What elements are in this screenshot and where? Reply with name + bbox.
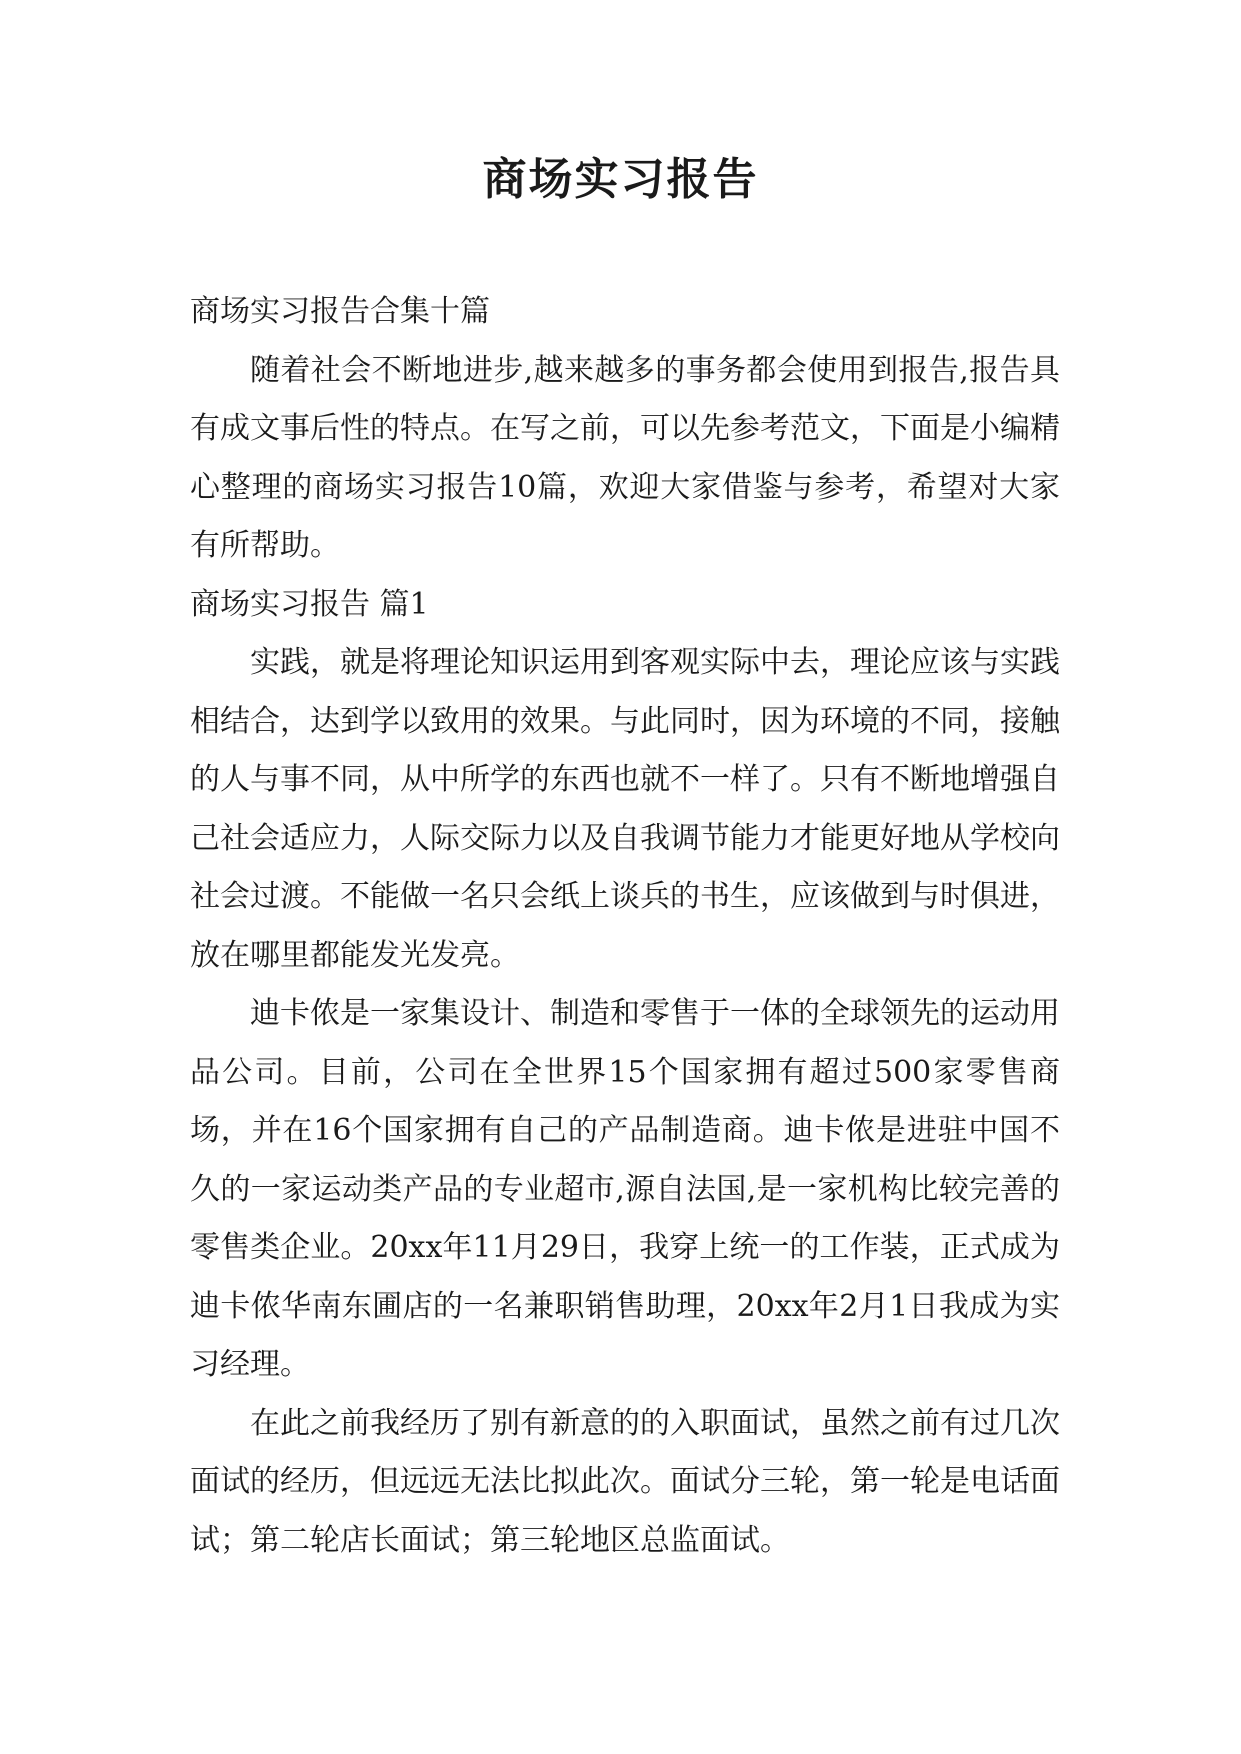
body-paragraph: 迪卡侬是一家集设计、制造和零售于一体的全球领先的运动用品公司。目前，公司在全世界15个国家拥有超过500家零售商场，并在16个国家拥有自己的产品制造商。迪卡侬是进驻中国不久的一家运动类产品的专业超市,源自法国,是一家机构比较完善的零售类企业。20xx年11月29日，我穿上统一的工作装，正式成为迪卡侬华南东圃店的一名兼职销售助理，20xx年2月1日我成为实习经理。	[190, 996, 1060, 1382]
section-heading: 商场实习报告 篇1	[190, 586, 429, 622]
body-paragraph: 在此之前我经历了别有新意的的入职面试，虽然之前有过几次面试的经历，但远远无法比拟此次。面试分三轮，第一轮是电话面试；第二轮店长面试；第三轮地区总监面试。	[190, 1405, 1060, 1558]
document-body	[190, 283, 1060, 1570]
document-title: 商场实习报告	[482, 154, 759, 205]
intro-paragraph: 随着社会不断地进步,越来越多的事务都会使用到报告,报告具有成文事后性的特点。在写之前，可以先参考范文，下面是小编精心整理的商场实习报告10篇，欢迎大家借鉴与参考，希望对大家有所帮助。	[190, 352, 1060, 563]
body-paragraph: 实践，就是将理论知识运用到客观实际中去，理论应该与实践相结合，达到学以致用的效果。与此同时，因为环境的不同，接触的人与事不同，从中所学的东西也就不一样了。只有不断地增强自己社会适应力，人际交际力以及自我调节能力才能更好地从学校向社会过渡。不能做一名只会纸上谈兵的书生，应该做到与时俱进，放在哪里都能发光发亮。	[190, 645, 1060, 973]
collection-heading: 商场实习报告合集十篇	[190, 294, 490, 329]
